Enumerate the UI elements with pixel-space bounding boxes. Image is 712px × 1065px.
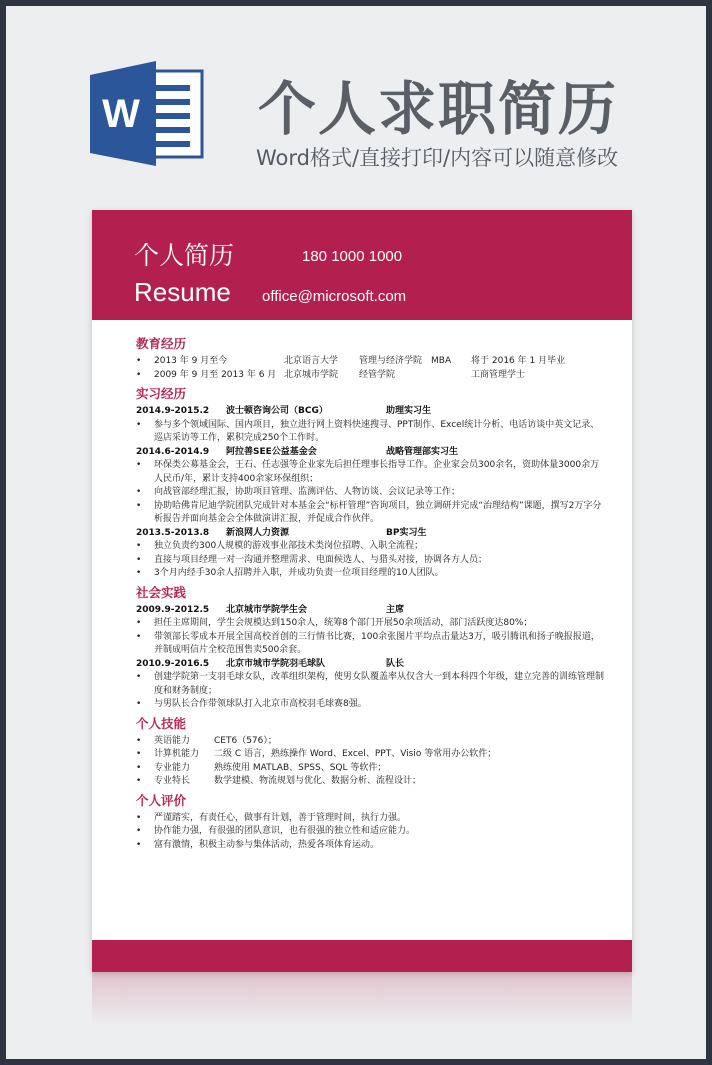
bullet-item [136, 419, 606, 446]
bullet-dot: • [136, 749, 142, 759]
bullet-text: 富有激情，积极主动参与集体活动，热爱各项体育运动。 [154, 839, 380, 850]
word-logo-letter: W [102, 92, 140, 136]
skill-row [136, 735, 606, 749]
bullet-dot: • [136, 812, 142, 823]
bullet-dot: • [136, 839, 142, 850]
section-title-social: 社会实践 [136, 584, 187, 600]
bullet-text: 担任主席期间，学生会规模达到150余人，统筹8个部门开展50余项活动，部门活跃度达80%； [154, 618, 533, 628]
skill-row [136, 748, 606, 762]
skill-value: 二级 C 语言，熟练操作 Word、Excel、PPT、Visio 等常用办公软件； [214, 749, 497, 759]
education-school: 北京语言大学 [284, 356, 339, 366]
email-address: office@microsoft.com [262, 288, 407, 305]
bullet-dot: • [136, 735, 142, 746]
resume-en-title: Resume [134, 277, 231, 307]
education-major: 经管学院 [359, 369, 396, 380]
education-major: 管理与经济学院 [359, 356, 423, 366]
section-title-education: 教育经历 [136, 336, 187, 351]
bullet-item [136, 486, 606, 500]
bullet-dot: • [136, 776, 142, 786]
job-role: 战略管理部实习生 [386, 446, 459, 457]
bullet-text: 严谨踏实，有责任心，做事有计划，善于管理时间，执行力强。 [154, 812, 407, 823]
job-role: 主席 [386, 604, 405, 615]
job-organization: 新浪网人力资源 [226, 527, 290, 538]
phone-number: 180 1000 1000 [302, 248, 403, 265]
job-organization: 北京城市学院学生会 [226, 604, 308, 615]
bullet-dot: • [136, 699, 142, 709]
job-date: 2009.9-2012.5 [136, 604, 210, 615]
section-title-skills: 个人技能 [136, 715, 187, 731]
bullet-dot: • [136, 631, 142, 642]
bullet-text: 创建学院第一支羽毛球女队，改革组织架构，使男女队覆盖率从仅含大一到本科四个年级，建立完善的训练管理制度和财务制度； [154, 672, 605, 696]
job-header [136, 604, 606, 618]
section-title-evaluation: 个人评价 [136, 792, 187, 808]
bullet-dot: • [136, 554, 142, 565]
education-note: 工商管理学士 [471, 369, 526, 380]
document-reflection [92, 972, 632, 1062]
bullet-item [136, 617, 606, 631]
bullet-dot: • [136, 541, 142, 551]
bullet-dot: • [136, 672, 142, 682]
skill-name: 计算机能力 [154, 749, 200, 759]
bullet-item [136, 459, 606, 486]
bullet-text: 协助哈佛肯尼迪学院团队完成针对本基金会“标杆管理”咨询项目，独立调研并完成“治理结构”课题，撰写2万字分析报告并面向基金会全体做演讲汇报，并促成合作伙伴。 [154, 500, 602, 524]
job-header [136, 446, 606, 460]
job-date: 2014.6-2014.9 [136, 446, 210, 457]
bullet-item [136, 567, 606, 581]
education-row [136, 369, 606, 383]
page-title: 个人求职简历 [258, 75, 619, 143]
education-degree [431, 369, 471, 383]
job-header [136, 405, 606, 419]
skill-name: 专业特长 [154, 776, 191, 786]
word-logo-icon [90, 61, 206, 166]
bullet-dot: • [136, 369, 142, 380]
bullet-item [136, 500, 606, 527]
bullet-dot: • [136, 460, 142, 470]
job-date: 2010.9-2016.5 [136, 658, 210, 669]
job-organization: 北京市城市学院羽毛球队 [226, 658, 326, 669]
bullet-text: 独立负责约300人规模的游戏事业部技术类岗位招聘、入职全流程； [154, 541, 424, 551]
job-role: BP实习生 [386, 527, 427, 538]
job-organization: 阿拉善SEE公益基金会 [226, 446, 317, 457]
education-note: 将于 2016 年 1 月毕业 [471, 356, 566, 366]
bullet-item [136, 698, 606, 712]
bullet-text: 参与多个领域国际、国内项目，独立进行网上资料快速搜寻、PPT制作、Excel统计分析、电话访谈中英文记录、巡店采访等工作，累积完成250个工作时。 [154, 419, 600, 443]
skill-name: 英语能力 [154, 735, 191, 746]
bullet-text: 直接与项目经理一对一沟通并整理需求、电面候选人、与猎头对接，协调各方人员； [154, 554, 488, 565]
bullet-text: 协作能力强，有很强的团队意识，也有很强的独立性和适应能力。 [154, 826, 416, 836]
skill-value: 数学建模、物流规划与优化、数据分析、流程设计； [214, 776, 422, 786]
bullet-text: 与男队长合作带领球队打入北京市高校羽毛球赛8强。 [154, 699, 367, 709]
bullet-dot: • [136, 500, 142, 511]
job-date: 2013.5-2013.8 [136, 527, 210, 538]
bullet-dot: • [136, 356, 142, 366]
bullet-item [136, 839, 606, 853]
bullet-text: 带领部长零成本开展全国高校首创的三行情书比赛，100余张图片平均点击量达3万，吸引腾讯和扬子晚报报道，并制成明信片全校范围售卖500余套。 [154, 631, 600, 655]
resume-document [92, 210, 632, 972]
bullet-text: 3个月内经手30余人招聘并入职，并成功负责一位项目经理的10人团队。 [154, 568, 444, 578]
section-title-internship: 实习经历 [136, 386, 187, 401]
resume-footer-bar [92, 940, 632, 972]
skill-row [136, 762, 606, 776]
job-organization: 波士顿咨询公司（BCG） [226, 406, 328, 416]
education-school: 北京城市学院 [284, 369, 339, 380]
bullet-dot: • [136, 762, 142, 773]
job-header [136, 527, 606, 541]
bullet-dot: • [136, 618, 142, 628]
bullet-text: 环保类公募基金会，王石、任志强等企业家先后担任理事长指导工作。企业家会员300余名，资助体量3000余万人民币/年，累计支持400余家环保组织； [154, 460, 600, 484]
education-row [136, 355, 606, 369]
bullet-dot: • [136, 419, 142, 430]
skill-value: CET6（576）； [214, 735, 277, 746]
bullet-item [136, 812, 606, 826]
education-period: 2013 年 9 月至今 [154, 356, 228, 366]
bullet-text: 向战管部经理汇报，协助项目管理、监测评估、人物访谈、会议记录等工作； [154, 487, 461, 497]
resume-header [92, 210, 632, 320]
bullet-item [136, 554, 606, 568]
page-subtitle: Word格式/直接打印/内容可以随意修改 [256, 146, 619, 170]
bullet-dot: • [136, 487, 142, 497]
bullet-dot: • [136, 826, 142, 836]
resume-cn-title: 个人简历 [134, 241, 235, 270]
skill-value: 熟练使用 MATLAB、SPSS、SQL 等软件； [214, 762, 387, 773]
bullet-item [136, 631, 606, 658]
job-date: 2014.9-2015.2 [136, 406, 210, 416]
skill-name: 专业能力 [154, 762, 191, 773]
bullet-item [136, 540, 606, 554]
bullet-dot: • [136, 568, 142, 578]
education-degree: MBA [431, 356, 452, 366]
job-role: 助理实习生 [386, 406, 432, 416]
bullet-item [136, 825, 606, 839]
job-header [136, 658, 606, 672]
bullet-item [136, 671, 606, 698]
job-role: 队长 [386, 658, 405, 669]
education-period: 2009 年 9 月至 2013 年 6 月 [154, 369, 277, 380]
skill-row [136, 775, 606, 789]
resume-content [136, 332, 606, 852]
